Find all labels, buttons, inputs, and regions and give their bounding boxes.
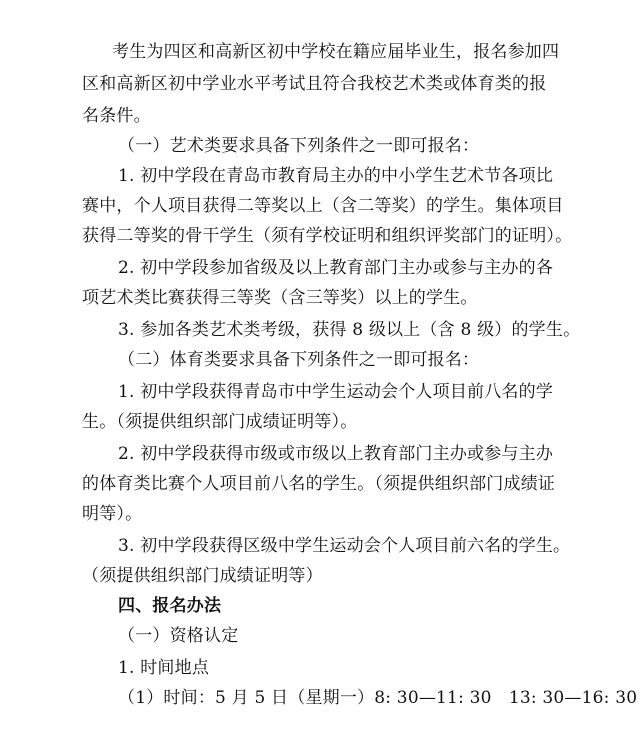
sports-heading: （二）体育类要求具备下列条件之一即可报名： — [118, 350, 480, 370]
art-item-1-line-3: 获得二等奖的骨干学生（须有学校证明和组织评奖部门的证明）。 — [82, 226, 573, 246]
art-item-3-line-1: 3. 参加各类艺术类考级，获得 8 级以上（含 8 级）的学生。 — [118, 320, 581, 340]
intro-line-1: 考生为四区和高新区初中学校在籍应届毕业生，报名参加四 — [112, 42, 560, 62]
art-item-1-line-2: 赛中，个人项目获得二等奖以上（含二等奖）的学生。集体项目 — [82, 196, 564, 216]
sports-item-2-line-3: 明等）。 — [82, 504, 143, 524]
sports-item-1-line-2: 生。（须提供组织部门成绩证明等）。 — [82, 412, 358, 432]
sports-item-2-line-2: 的体育类比赛个人项目前八名的学生。（须提供组织部门成绩证 — [82, 474, 556, 494]
intro-line-2: 区和高新区初中学业水平考试且符合我校艺术类或体育类的报 — [82, 74, 547, 94]
sports-item-3-line-1: 3. 初中学段获得区级中学生运动会个人项目前六名的学生。 — [118, 536, 571, 556]
sports-item-2-line-1: 2. 初中学段获得市级或市级以上教育部门主办或参与主办 — [118, 444, 554, 464]
sports-item-3-line-2: （须提供组织部门成绩证明等） — [82, 566, 323, 586]
time-line: （1）时间：5 月 5 日（星期一）8: 30—11: 30 13: 30—16: 30 — [118, 688, 638, 708]
intro-line-3: 名条件。 — [82, 106, 151, 126]
art-item-2-line-1: 2. 初中学段参加省级及以上教育部门主办或参与主办的各 — [118, 258, 554, 278]
art-item-1-line-1: 1. 初中学段在青岛市教育局主办的中小学生艺术节各项比 — [118, 166, 554, 186]
art-heading: （一）艺术类要求具备下列条件之一即可报名： — [118, 136, 480, 156]
section-4-heading: 四、报名办法 — [118, 596, 222, 616]
art-item-2-line-2: 项艺术类比赛获得三等奖（含三等奖）以上的学生。 — [82, 288, 478, 308]
time-place-label: 1. 时间地点 — [118, 658, 210, 678]
sports-item-1-line-1: 1. 初中学段获得青岛市中学生运动会个人项目前八名的学 — [118, 382, 554, 402]
subsection-1-heading: （一）资格认定 — [118, 626, 239, 646]
